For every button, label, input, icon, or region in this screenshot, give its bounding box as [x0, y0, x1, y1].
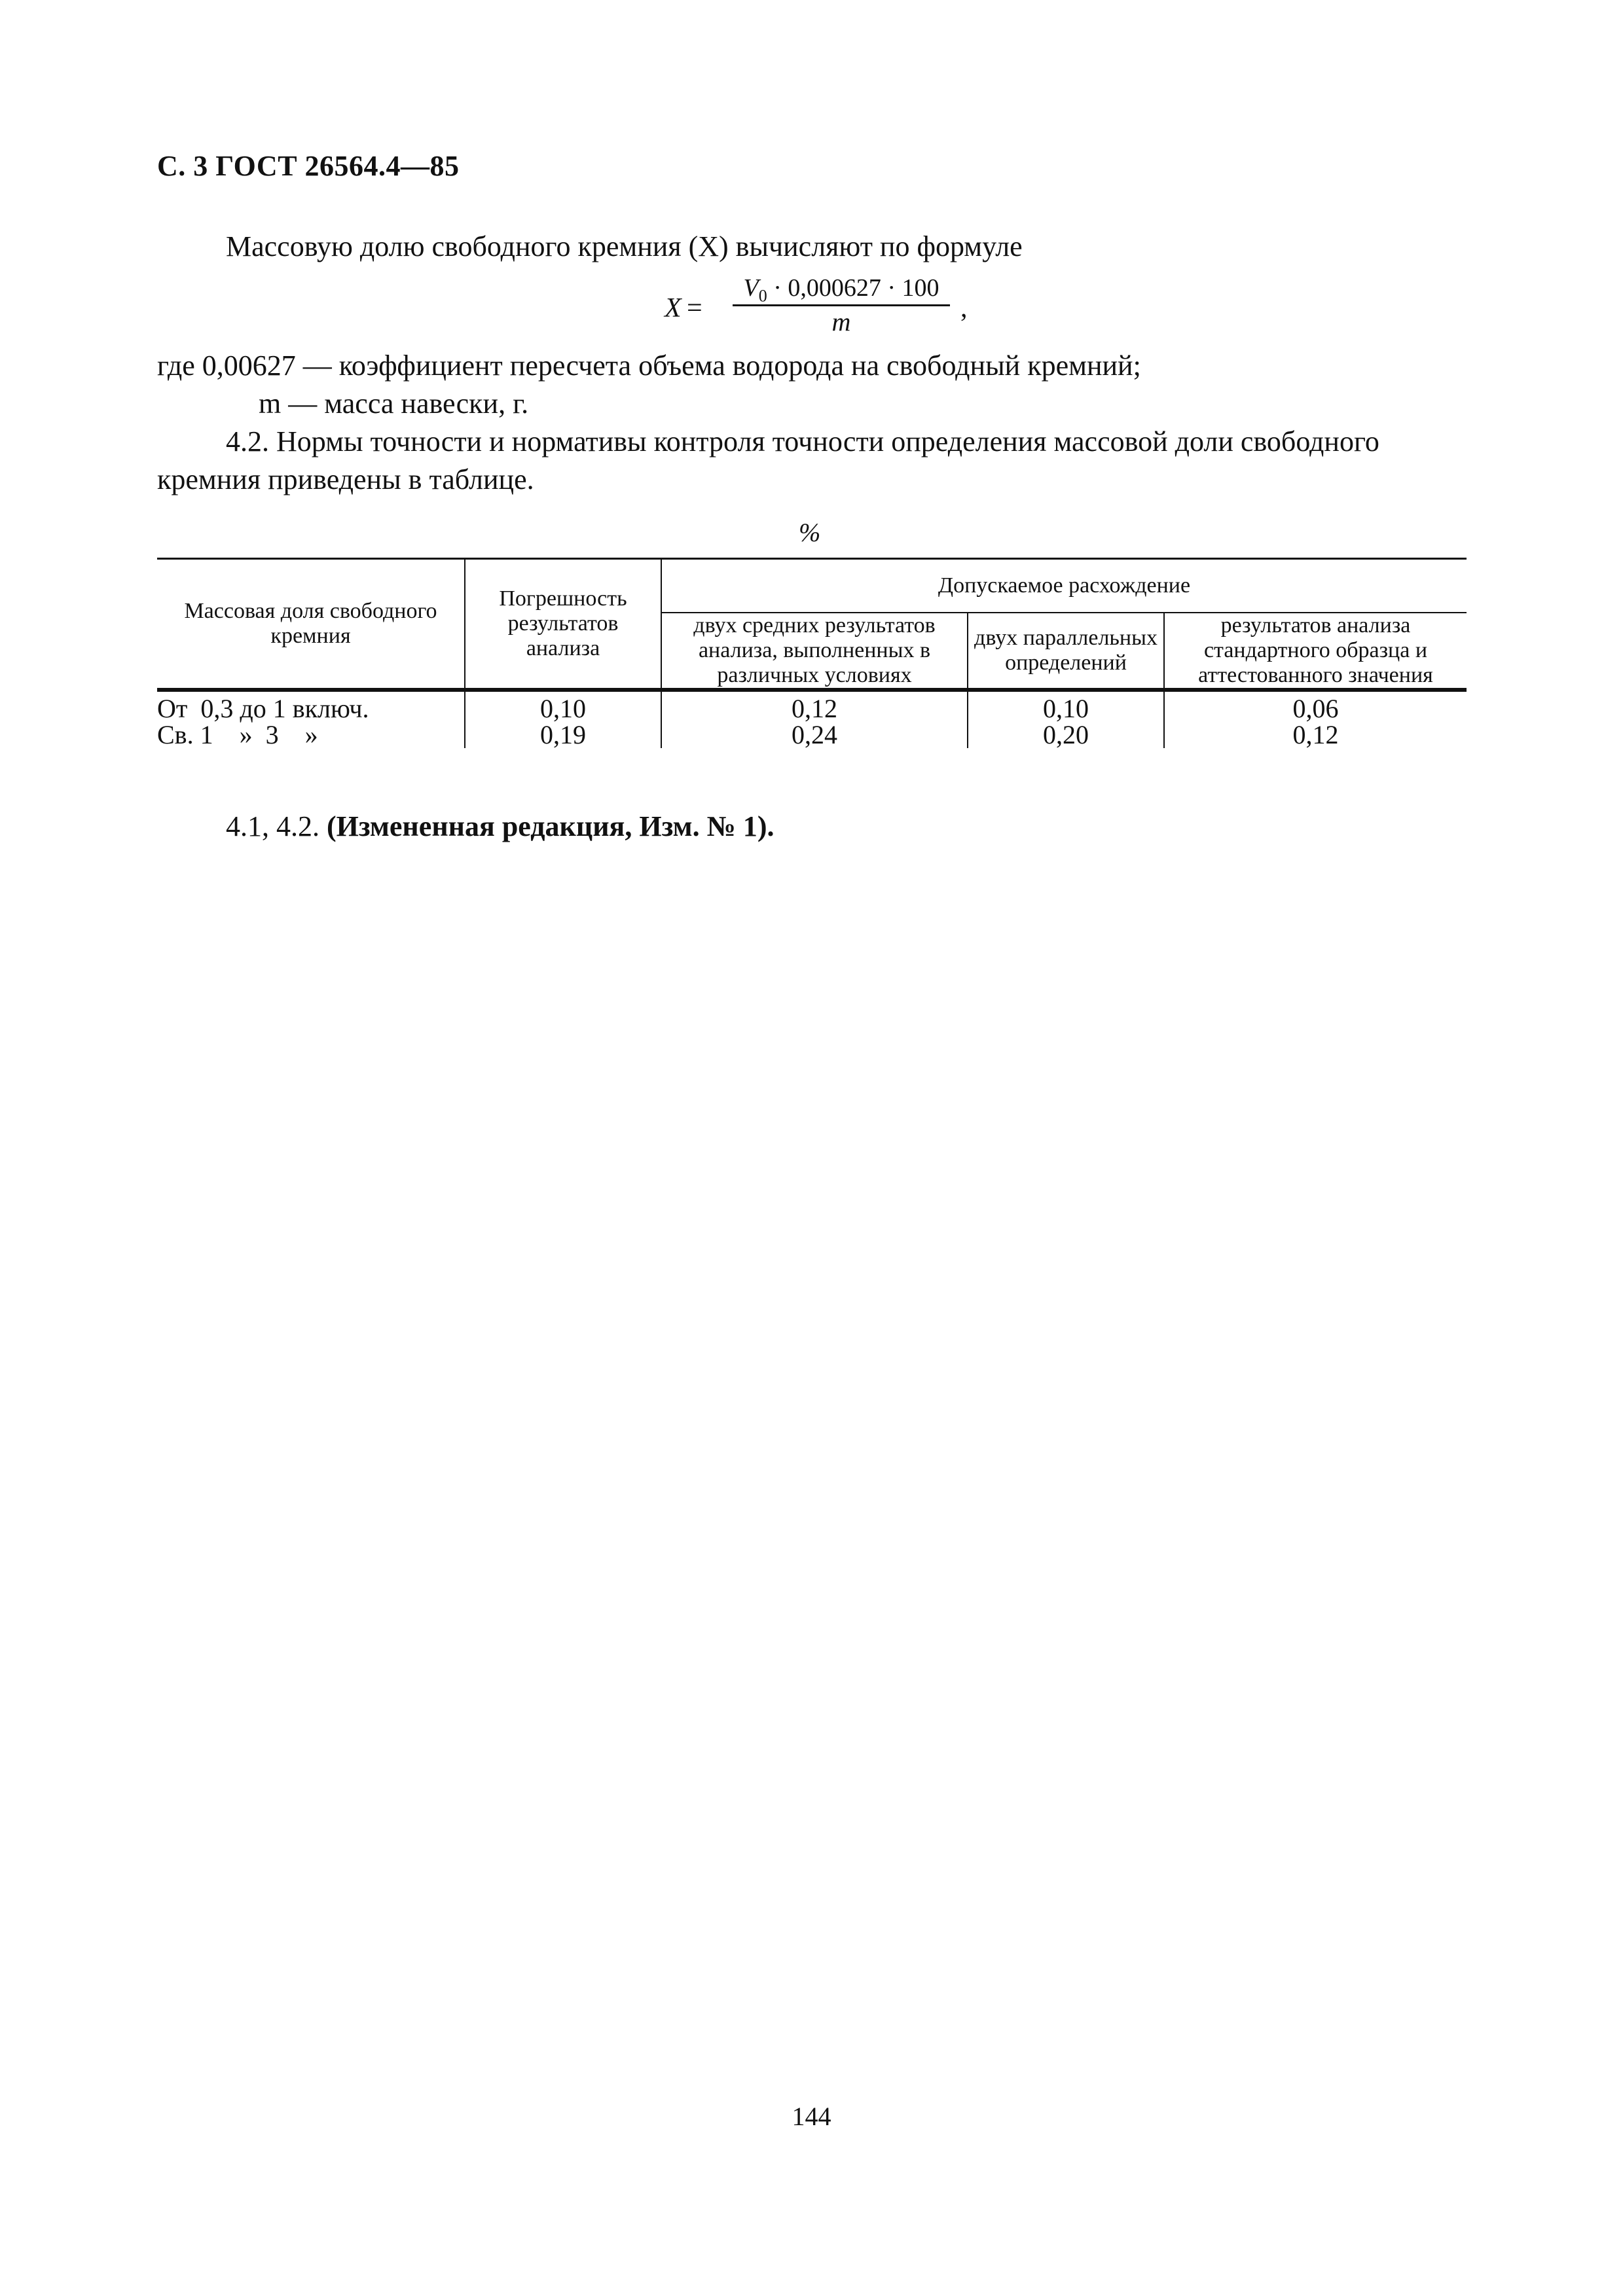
where-line-1: где 0,00627 — коэффициент пересчета объема водорода на свободный кремний;	[157, 350, 1141, 382]
header-two-means: двух средних результатов анализа, выполненных в различных условиях	[661, 613, 968, 690]
formula-fraction	[730, 272, 953, 338]
table-cell: Св. 1 » 3 »	[157, 720, 318, 749]
formula-denominator: m	[831, 307, 851, 336]
header-error: Погрешность результатов анализа	[465, 559, 661, 691]
page-number: 144	[792, 2102, 831, 2131]
table-cell: 0,12	[1164, 722, 1467, 748]
formula-num-rest: · 0,000627 · 100	[767, 274, 939, 302]
header-mass-fraction: Массовая доля свободного кремния	[157, 559, 465, 691]
amendment-bold: (Измененная редакция, Изм. № 1).	[327, 810, 775, 842]
amendment-note	[226, 808, 774, 846]
table-cell: 0,10	[968, 690, 1164, 722]
table-row	[157, 722, 1467, 748]
table-cell: 0,12	[661, 690, 968, 722]
norms-table	[157, 558, 1467, 748]
header-two-parallel: двух параллельных определений	[968, 613, 1164, 690]
intro-paragraph: Массовую долю свободного кремния (X) вычисляют по формуле	[226, 230, 1023, 262]
formula-num-var: V	[743, 274, 759, 302]
section-4-2-line-2: кремния приведены в таблице.	[157, 463, 534, 495]
formula-num-sub: 0	[758, 286, 767, 306]
table-cell: 0,19	[465, 722, 661, 748]
table-cell: От 0,3 до 1 включ.	[157, 690, 465, 722]
table-cell: 0,06	[1164, 690, 1467, 722]
formula-equals: =	[687, 293, 702, 323]
section-4-2-line-1: 4.2. Нормы точности и нормативы контроля точности определения массовой доли свободного	[226, 425, 1379, 457]
header-reference-sample: результатов анализа стандартного образца и аттестованного значения	[1164, 613, 1467, 690]
table-cell: 0,24	[661, 722, 968, 748]
formula-lhs: X	[665, 293, 682, 323]
table-cell: 0,20	[968, 722, 1164, 748]
header-allowed-discrepancy: Допускаемое расхождение	[661, 559, 1467, 613]
formula	[665, 272, 1005, 344]
table-row	[157, 690, 1467, 722]
table-cell: 0,10	[465, 690, 661, 722]
formula-comma: ,	[960, 293, 968, 323]
table-unit: %	[799, 518, 821, 547]
formula-numerator	[730, 272, 953, 304]
amendment-prefix: 4.1, 4.2.	[226, 810, 327, 842]
where-line-2: m — масса навески, г.	[259, 387, 529, 420]
page-header: С. 3 ГОСТ 26564.4—85	[157, 150, 460, 182]
